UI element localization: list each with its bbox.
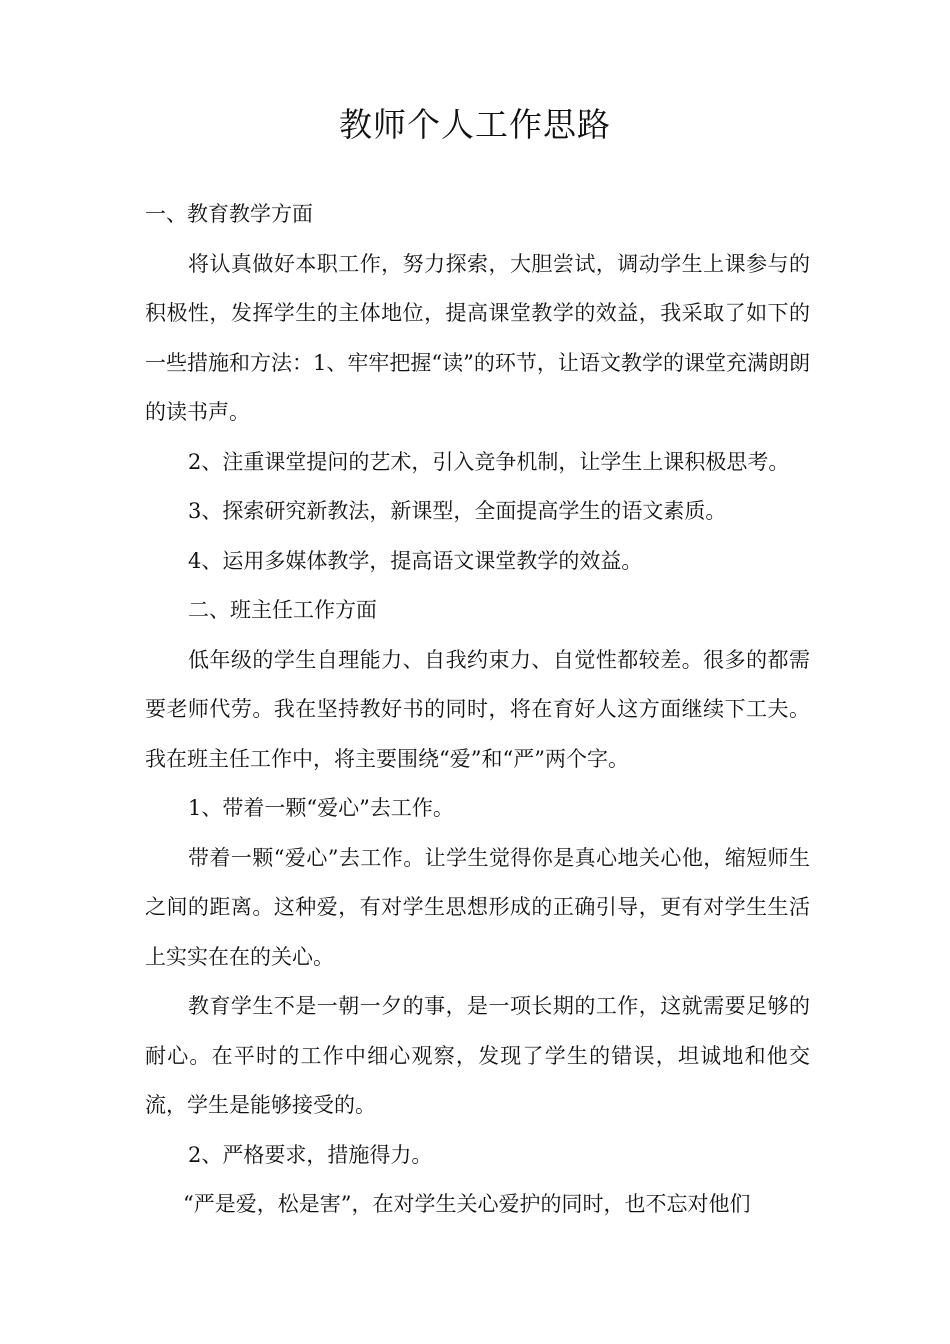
section-heading-class-teacher: 二、班主任工作方面 <box>188 598 377 622</box>
paragraph-teaching-intro: 将认真做好本职工作，努力探索，大胆尝试，调动学生上课参与的积极性，发挥学生的主体地位，提高课堂教学的效益，我采取了如下的一些措施和方法：1、牢牢把握“读”的环节，让语文教学的课堂充满朗朗的读书声。 <box>145 251 810 424</box>
paragraph-love: 带着一颗“爱心”去工作。让学生觉得你是真心地关心他，缩短师生之间的距离。这种爱，有对学生思想形成的正确引导，更有对学生生活上实实在在的关心。 <box>145 845 810 969</box>
document-title: 教师个人工作思路 <box>339 105 611 144</box>
paragraph-item-4: 4、运用多媒体教学，提高语文课堂教学的效益。 <box>188 548 643 573</box>
subheading-love: 1、带着一颗“爱心”去工作。 <box>188 796 454 820</box>
paragraph-strict: “严是爱，松是害”，在对学生关心爱护的同时，也不忘对他们 <box>183 1192 751 1216</box>
paragraph-item-2: 2、注重课堂提问的艺术，引入竞争机制，让学生上课积极思考。 <box>188 449 790 474</box>
paragraph-item-3: 3、探索研究新教法，新课型，全面提高学生的语文素质。 <box>188 499 727 523</box>
paragraph-patience: 教育学生不是一朝一夕的事，是一项长期的工作，这就需要足够的耐心。在平时的工作中细心观察，发现了学生的错误，坦诚地和他交流，学生是能够接受的。 <box>145 994 810 1117</box>
section-heading-teaching: 一、教育教学方面 <box>145 202 313 226</box>
paragraph-class-teacher-intro: 低年级的学生自理能力、自我约束力、自觉性都较差。很多的都需要老师代劳。我在坚持教好书的同时，将在育好人这方面继续下工夫。我在班主任工作中，将主要围绕“爱”和“严”两个字。 <box>145 647 810 771</box>
subheading-strict: 2、严格要求，措施得力。 <box>188 1142 433 1167</box>
document-body <box>145 190 810 1230</box>
